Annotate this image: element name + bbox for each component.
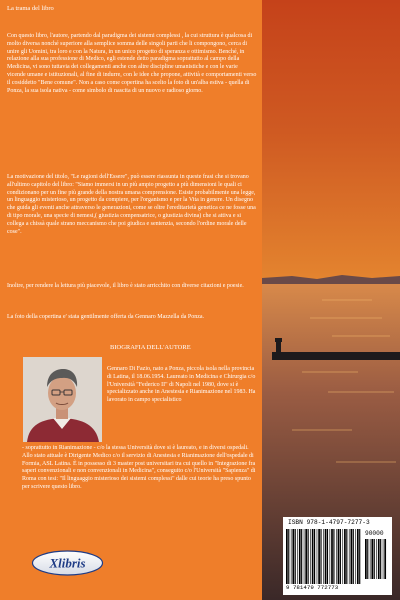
barcode-bar: [320, 529, 321, 584]
cover-photo-sunset: [262, 0, 400, 600]
barcode-bar: [327, 529, 328, 584]
barcode-bar: [353, 529, 354, 584]
barcode-bar: [314, 529, 315, 584]
barcode-bar: [380, 539, 381, 579]
barcode-bar: [333, 529, 334, 584]
barcode-bars: [286, 529, 362, 584]
publisher-logo: [31, 550, 104, 576]
barcode-bar: [355, 529, 356, 584]
barcode-bar: [330, 529, 331, 584]
barcode-bar: [292, 529, 294, 584]
barcode-bar: [291, 529, 292, 584]
barcode-bar: [308, 529, 309, 584]
synopsis-heading: La trama del libro: [7, 5, 54, 12]
price-barcode-bars: [365, 539, 387, 579]
barcode-bar: [295, 529, 296, 584]
barcode-bar: [349, 529, 350, 584]
barcode-bar: [370, 539, 371, 579]
price-code: 90000: [365, 530, 384, 537]
barcode-bar: [331, 529, 333, 584]
biography-text-bottom: - soprattutto in Rianimazione - c/o la stessa Università dove si è laureato, e in diversi ospedali. Allo stato attuale è Dirigente Medico c/o il servizio di Anestesia e Rianimazione dell'ospedale di Formia, ASL Latina. È in possesso di 3 master post universitari tra cui quello in "Integrazione fra saperi convenzionali e non convenzionali in Medicina", conseguito c/o l'Università "Sapienza" di Roma con tesi: "Il linguaggio misterioso dei sistemi complessi" dalle cui teorie ha preso spunto per scrivere questo libro.: [22, 445, 256, 490]
barcode-bar: [312, 529, 314, 584]
barcode-bar: [357, 529, 359, 584]
barcode-bar: [338, 529, 340, 584]
barcode-bar: [297, 529, 298, 584]
barcode-bar: [286, 529, 288, 584]
barcode-bar: [336, 529, 337, 584]
barcode-bar: [342, 529, 343, 584]
barcode-bar: [374, 539, 375, 579]
barcode-bar: [301, 529, 302, 584]
barcode-bar: [359, 529, 360, 584]
synopsis-paragraph-2: La motivazione del titolo, "Le ragioni dell'Essere", può essere riassunta in queste frasi che si trovano all'ultimo capitolo del libro: "Siamo immersi in un più ampio progetto a più dimensioni le quali ci condizionano per un fine più grande della nostra umana comprensione. Esiste probabilmente una legge, un linguaggio misterioso, un progetto da compiere, per l'organismo e per la Vita in genere. Un disegno che guida gli eventi anche attraverso le generazioni, come se oltre l'ereditarietà genetica ce ne fosse una di tipo morale, una specie di nemesi,( giustizia compensatrice, o giustizia divina) che si attiva e si collega a chissà quale strano meccanismo che poi giudica e sentenzia, secondo l'ordine morale delle cose".: [7, 174, 256, 235]
barcode-bar: [304, 529, 305, 584]
barcode-bar: [346, 529, 347, 584]
ean-digits: 9 781479 772773: [286, 584, 339, 591]
barcode-bar: [351, 529, 353, 584]
barcode-label: [283, 517, 392, 595]
barcode-bar: [323, 529, 324, 584]
synopsis-paragraph-1: Con questo libro, l'autore, partendo dal paradigma dei sistemi complessi , la cui struttura è qualcosa di molto diversa nonché superiore alla semplice somma delle singoli parti che li compongono, cerca di unire gli Uomini, tra loro e con la Natura, in un unico progetto di speranza e ottimismo. Benché, in relazione alla sua professione di Medico, egli estende detto paradigma soprattutto al campo della Medicina, vi sono tuttavia dei collegamenti anche con altre discipline umanistiche e con le varie vicende umane e istituzionali, al fine di indurre, con le idee che propone, attività e comportamenti verso il cosiddetto "Bene comune". Non a caso come copertina ha scelto la foto di un'alba estiva - quella di Ponza, la sua isola nativa - come simbolo di nascita di un nuovo e radioso giorno.: [7, 33, 257, 94]
barcode-bar: [305, 529, 307, 584]
barcode-bar: [371, 539, 373, 579]
isbn-text: ISBN 978-1-4797-7277-3: [288, 519, 370, 526]
barcode-bar: [344, 529, 346, 584]
barcode-bar: [367, 539, 368, 579]
author-portrait-icon: [23, 357, 102, 442]
barcode-bar: [384, 539, 386, 579]
barcode-bar: [317, 529, 318, 584]
barcode-bar: [340, 529, 341, 584]
synopsis-paragraph-3: Inoltre, per rendere la lettura più piacevole, il libro è stato arricchito con diverse citazioni e poesie.: [7, 283, 244, 289]
barcode-bar: [318, 529, 320, 584]
author-photo: [23, 357, 102, 442]
sunset-sea-image: [262, 0, 400, 600]
barcode-bar: [310, 529, 311, 584]
barcode-bar: [378, 539, 380, 579]
barcode-bar: [376, 539, 377, 579]
barcode-bar: [288, 529, 289, 584]
biography-heading: BIOGRAFIA DELL'AUTORE: [110, 344, 191, 351]
publisher-logo-text: Xlibris: [49, 555, 86, 571]
biography-text-top: Gennaro Di Fazio, nato a Ponza, piccola isola nella provincia di Latina, il 18.06.1954. Laureato in Medicina e Chirurgia c/o l'Università "Federico II" di Napoli nel 1980, dove si è specializzato anche in Anestesia e Rianimazione nel 1983. Ha lavorato in campo specialistico: [107, 366, 256, 404]
cover-photo-credit: La foto della copertina e' stata gentilmente offerta da Gennaro Mazzella da Ponza.: [7, 314, 205, 320]
barcode-bar: [365, 539, 367, 579]
barcode-bar: [383, 539, 384, 579]
barcode-bar: [325, 529, 327, 584]
barcode-bar: [299, 529, 301, 584]
